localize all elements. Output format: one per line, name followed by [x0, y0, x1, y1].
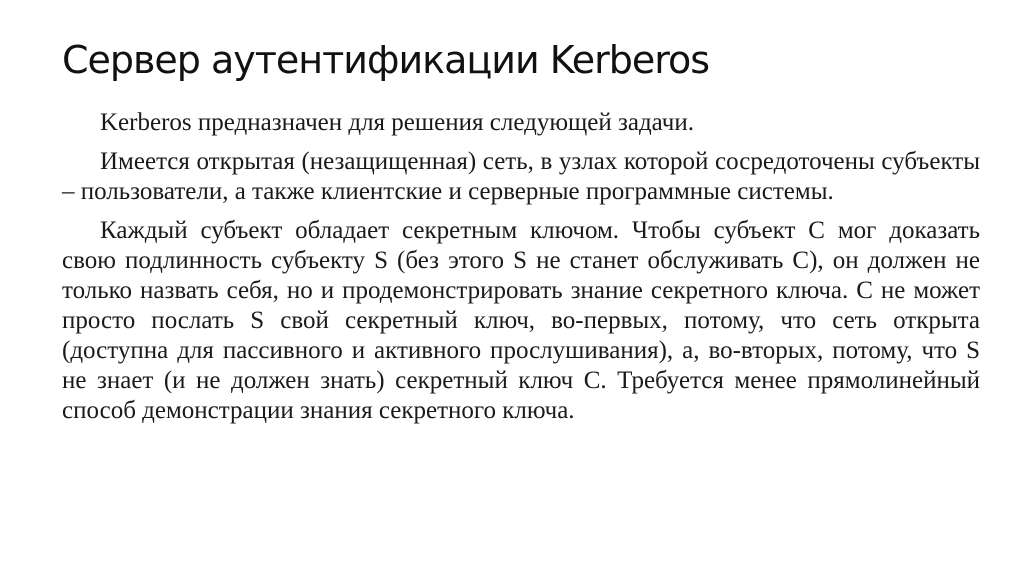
slide-body: [62, 108, 980, 426]
paragraph-network: Имеется открытая (незащищенная) сеть, в узлах которой сосредоточены субъекты – пользователи, а также клиентские и серверные программные системы.: [62, 148, 980, 205]
paragraph-secret-key: Каждый субъект обладает секретным ключом. Чтобы субъект C мог доказать свою подлинность субъекту S (без этого S не станет обслуживать C), он должен не только назвать себя, но и продемонстрировать знание секретного ключа. C не может просто послать S свой секретный ключ, во-первых, потому, что сеть открыта (доступна для пассивного и активного прослушивания), а, во-вторых, потому, что S не знает (и не должен знать) секретный ключ C. Требуется менее прямолинейный способ демонстрации знания секретного ключа.: [62, 217, 980, 424]
paragraph-intro: Kerberos предназначен для решения следующей задачи.: [100, 109, 694, 136]
slide-title: Сервер аутентификации Kerberos: [62, 38, 710, 82]
